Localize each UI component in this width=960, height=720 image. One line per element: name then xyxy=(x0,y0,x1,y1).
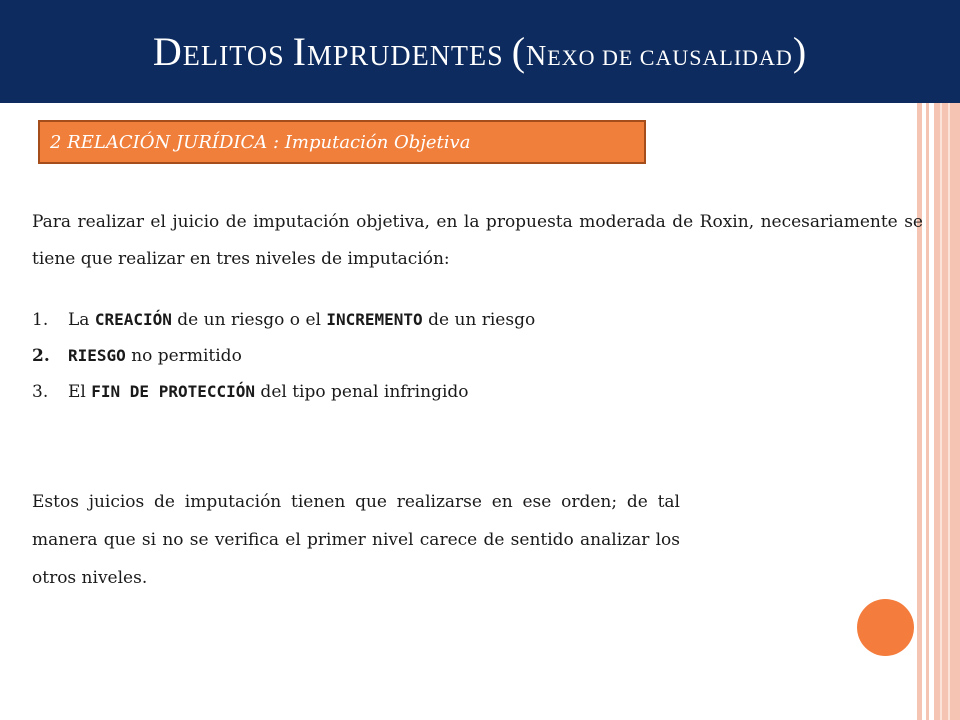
conclusion-paragraph: Estos juicios de imputación tienen que realizarse en ese orden; de tal manera que si no se verifica el primer nivel carece de sentido analizar los otros niveles. xyxy=(32,492,680,588)
list-item xyxy=(32,341,892,377)
list-item xyxy=(32,305,892,341)
list-text: de un riesgo xyxy=(422,310,536,330)
decor-stripe xyxy=(940,103,942,720)
list-bold-term: INCREMENTO xyxy=(326,310,423,329)
title-paren-close: ) xyxy=(792,29,808,74)
title-cap-d: D xyxy=(152,29,183,74)
list-number: 2. xyxy=(32,346,50,366)
list-bold-term: CREACIÓN xyxy=(94,310,172,329)
slide-title xyxy=(153,28,807,75)
title-cap-n: N xyxy=(526,41,548,72)
title-word-imprudentes: MPRUDENTES xyxy=(307,41,512,72)
decor-stripe xyxy=(948,103,950,720)
list-text: del tipo penal infringido xyxy=(255,382,469,402)
title-bar xyxy=(0,0,960,103)
section-header-box xyxy=(38,120,646,164)
title-word-delitos: ELITOS xyxy=(182,41,293,72)
title-subtitle: EXO DE CAUSALIDAD xyxy=(547,45,793,70)
title-paren-open: ( xyxy=(511,29,527,74)
list-bold-term: RIESGO xyxy=(68,346,126,365)
decor-circle xyxy=(857,599,914,656)
intro-paragraph: Para realizar el juicio de imputación objetiva, en la propuesta moderada de Roxin, necesariamente se tiene que realizar en tres niveles de imputación: xyxy=(32,212,923,269)
list-text: El xyxy=(68,382,92,402)
list-text: de un riesgo o el xyxy=(171,310,327,330)
title-cap-i: I xyxy=(292,29,307,74)
decor-stripe xyxy=(926,103,929,720)
decor-stripe xyxy=(934,103,960,720)
list-bold-term: FIN DE PROTECCIÓN xyxy=(91,382,256,401)
list-number: 1. xyxy=(32,310,49,330)
list-text: La xyxy=(68,310,95,330)
list-number: 3. xyxy=(32,382,49,402)
imputation-levels-list xyxy=(32,305,892,413)
section-label: 2 RELACIÓN JURÍDICA : Imputación Objetiva xyxy=(50,131,471,153)
decor-stripe xyxy=(917,103,922,720)
list-text: no permitido xyxy=(125,346,242,366)
list-item xyxy=(32,377,892,413)
